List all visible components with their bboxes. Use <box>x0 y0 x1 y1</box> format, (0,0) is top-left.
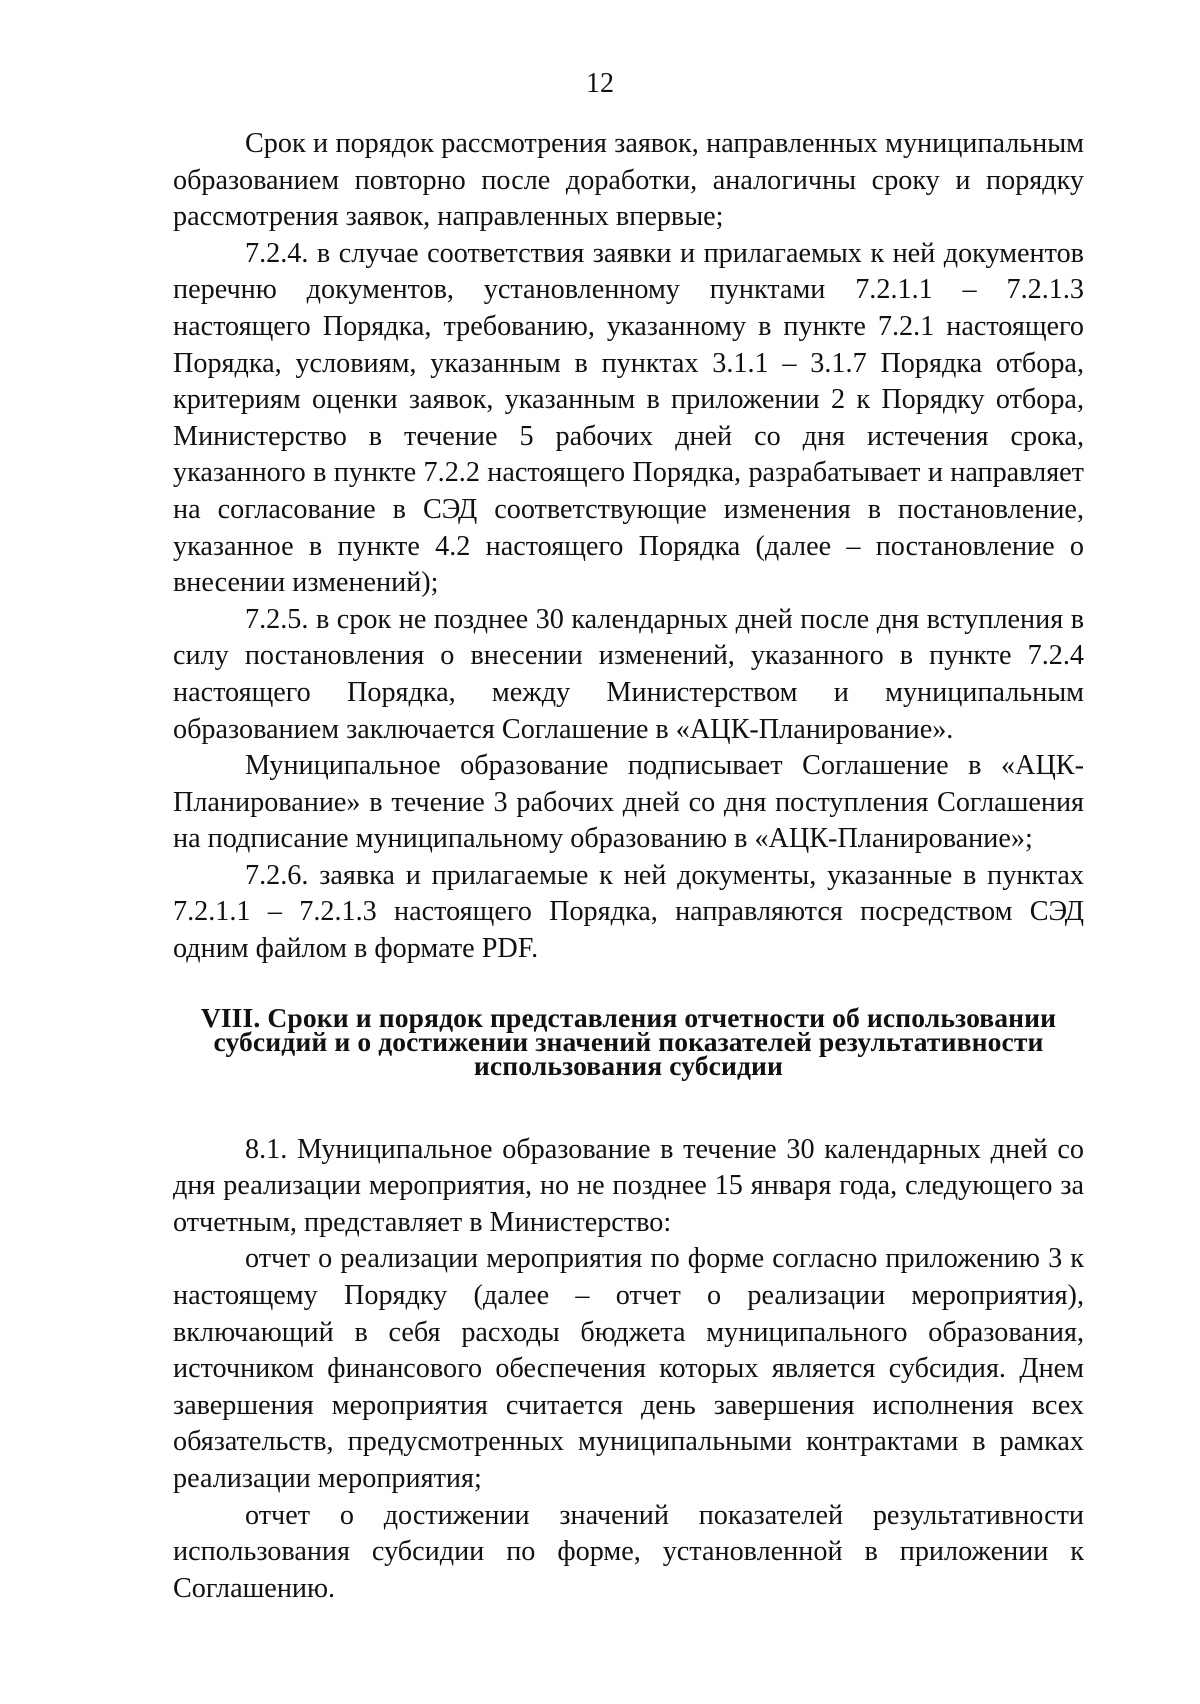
section-heading-viii <box>173 1001 1084 1081</box>
section-heading-line: использования субсидии <box>473 1049 784 1081</box>
paragraph-review-terms: Срок и порядок рассмотрения заявок, направленных муниципальным образованием повторно после доработки, аналогичны сроку и порядку рассмотрения заявок, направленных впервые; <box>173 128 1084 233</box>
document-body <box>173 126 1084 1607</box>
section-heading-line: субсидий и о достижении значений показателей результативности <box>213 1025 1044 1057</box>
paragraph-agreement-signing: Муниципальное образование подписывает Соглашение в «АЦК-Планирование» в течение 3 рабочих дней со дня поступления Соглашения на подписание муниципальному образованию в «АЦК-Планирование»; <box>173 750 1084 855</box>
paragraph-7-2-6: 7.2.6. заявка и прилагаемые к ней документы, указанные в пунктах 7.2.1.1 – 7.2.1.3 настоящего Порядка, направляются посредством СЭД одним файлом в формате PDF. <box>173 859 1084 965</box>
page-number: 12 <box>586 68 614 99</box>
paragraph-report-indicators: отчет о достижении значений показателей результативности использования субсидии по форме, установленной в приложении к Соглашению. <box>173 1499 1084 1604</box>
paragraph-7-2-4: 7.2.4. в случае соответствия заявки и прилагаемых к ней документов перечню документов, установленному пунктами 7.2.1.1 – 7.2.1.3 настоящего Порядка, требованию, указанному в пункте 7.2.1 настоящего Порядка, условиям, указанным в пунктах 3.1.1 – 3.1.7 Порядка отбора, критериям оценки заявок, указанным в приложении 2 к Порядку отбора, Министерство в течение 5 рабочих дней со дня истечения срока, указанного в пункте 7.2.2 настоящего Порядка, разрабатывает и направляет на согласование в СЭД соответствующие изменения в постановление, указанное в пункте 4.2 настоящего Порядка (далее – постановление о внесении изменений); <box>173 237 1084 599</box>
paragraph-report-implementation: отчет о реализации мероприятия по форме согласно приложению 3 к настоящему Порядку (далее – отчет о реализации мероприятия), включающий в себя расходы бюджета муниципального образования, источником финансового обеспечения которых является субсидия. Днем завершения мероприятия считается день завершения исполнения всех обязательств, предусмотренных муниципальными контрактами в рамках реализации мероприятия; <box>173 1243 1084 1494</box>
paragraph-8-1: 8.1. Муниципальное образование в течение 30 календарных дней со дня реализации мероприятия, но не позднее 15 января года, следующего за отчетным, представляет в Министерство: <box>173 1133 1084 1238</box>
section-heading-line: VIII. Сроки и порядок представления отчетности об использовании <box>200 1001 1057 1033</box>
paragraph-7-2-5: 7.2.5. в срок не позднее 30 календарных дней после дня вступления в силу постановления о внесении изменений, указанного в пункте 7.2.4 настоящего Порядка, между Министерством и муниципальным образованием заключается Соглашение в «АЦК-Планирование». <box>173 603 1084 745</box>
